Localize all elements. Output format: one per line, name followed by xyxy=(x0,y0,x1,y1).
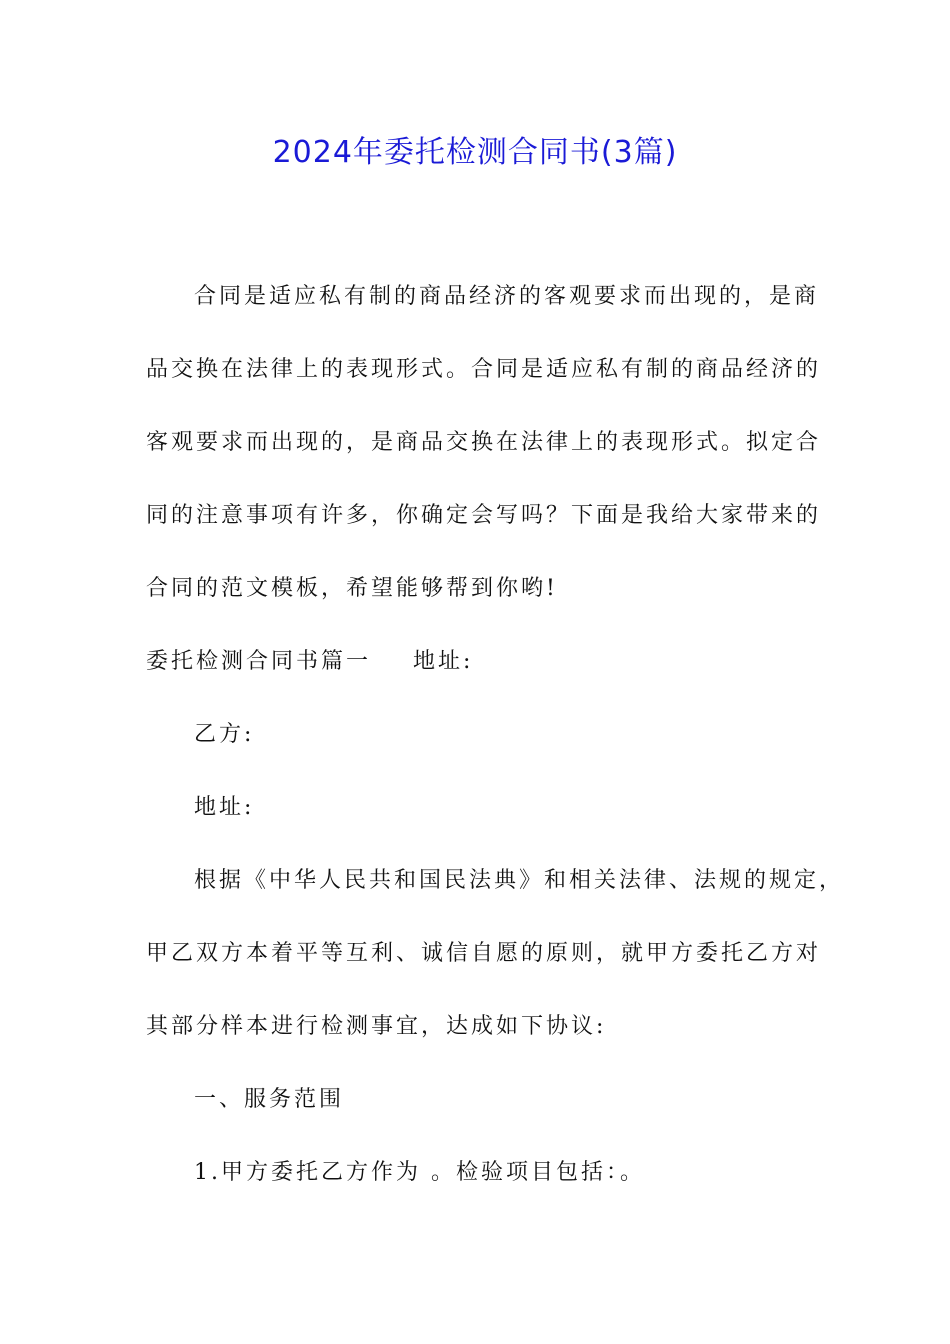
intro-line: 合同的范文模板，希望能够帮到你哟! xyxy=(146,576,558,601)
intro-line: 同的注意事项有许多，你确定会写吗？下面是我给大家带来的 xyxy=(146,503,822,528)
intro-line: 合同是适应私有制的商品经济的客观要求而出现的，是商 xyxy=(194,284,820,309)
document-title: 2024年委托检测合同书(3篇) xyxy=(272,135,678,170)
clause-1-heading: 一、服务范围 xyxy=(194,1087,345,1112)
section-heading xyxy=(146,625,806,698)
party-b-line: 乙方: xyxy=(194,722,255,747)
basis-line: 根据《中华人民共和国民法典》和相关法律、法规的规定， xyxy=(194,868,845,893)
section-heading-title: 委托检测合同书篇一 xyxy=(146,649,372,674)
intro-paragraph xyxy=(146,260,822,625)
document-body xyxy=(146,260,845,1209)
clause-1-item-1: 1.甲方委托乙方作为 。检验项目包括：。 xyxy=(194,1160,645,1185)
basis-line: 甲乙双方本着平等互利、诚信自愿的原则，就甲方委托乙方对 xyxy=(146,941,822,966)
basis-paragraph xyxy=(146,844,845,1063)
intro-line: 品交换在法律上的表现形式。合同是适应私有制的商品经济的 xyxy=(146,357,822,382)
section-heading-address: 地址: xyxy=(413,649,474,674)
address-line: 地址: xyxy=(194,795,255,820)
basis-line: 其部分样本进行检测事宜，达成如下协议: xyxy=(146,1014,607,1039)
intro-line: 客观要求而出现的，是商品交换在法律上的表现形式。拟定合 xyxy=(146,430,822,455)
